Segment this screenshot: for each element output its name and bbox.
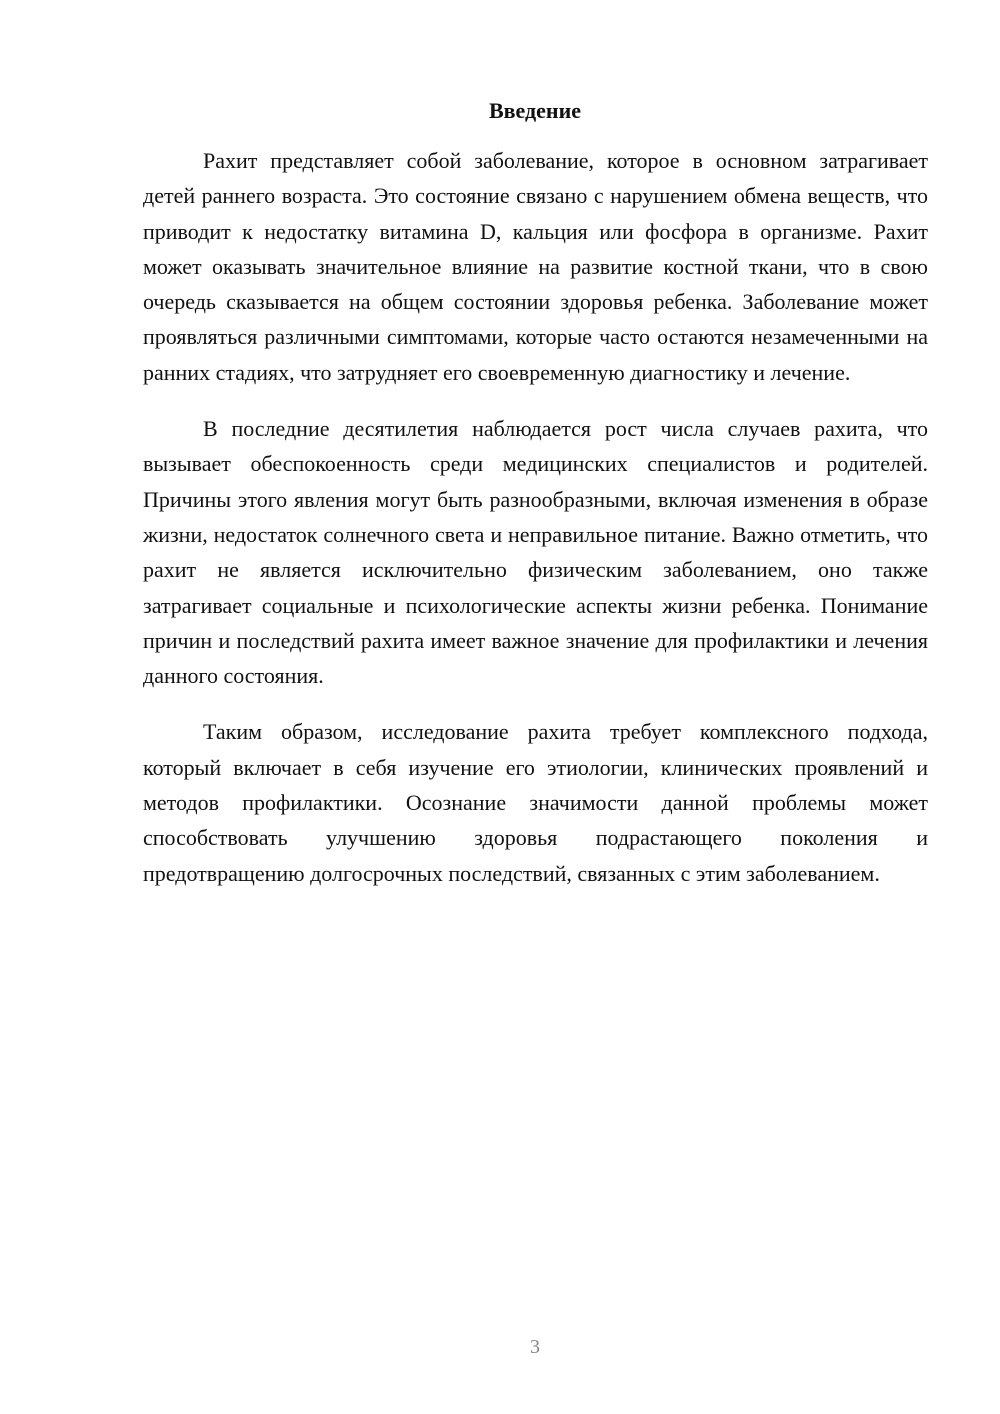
paragraph-2: В последние десятилетия наблюдается рост числа случаев рахита, что вызывает обеспокоенность среди медицинских специалистов и родителей. Причины этого явления могут быть разнообразными, включая изменения в образе жизни, недостаток солнечного света и неправильное питание. Важно отметить, что рахит не является исключительно физическим заболеванием, оно также затрагивает социальные и психологические аспекты жизни ребенка. Понимание причин и последствий рахита имеет важное значение для профилактики и лечения данного состояния. — [143, 416, 928, 689]
page-title: Введение — [488, 98, 582, 123]
paragraph-1: Рахит представляет собой заболевание, которое в основном затрагивает детей раннего возраста. Это состояние связано с нарушением обмена веществ, что приводит к недостатку витамина D, кальция или фосфора в организме. Рахит может оказывать значительное влияние на развитие костной ткани, что в свою очередь сказывается на общем состоянии здоровья ребенка. Заболевание может проявляться различными симптомами, которые часто остаются незамеченными на ранних стадиях, что затрудняет его своевременную диагностику и лечение. — [143, 148, 928, 385]
body-text — [143, 143, 928, 912]
page-number: 3 — [530, 1336, 540, 1358]
paragraph-3: Таким образом, исследование рахита требует комплексного подхода, который включает в себя изучение его этиологии, клинических проявлений и методов профилактики. Осознание значимости данной проблемы может способствовать улучшению здоровья подрастающего поколения и предотвращению долгосрочных последствий, связанных с этим заболеванием. — [143, 719, 928, 886]
